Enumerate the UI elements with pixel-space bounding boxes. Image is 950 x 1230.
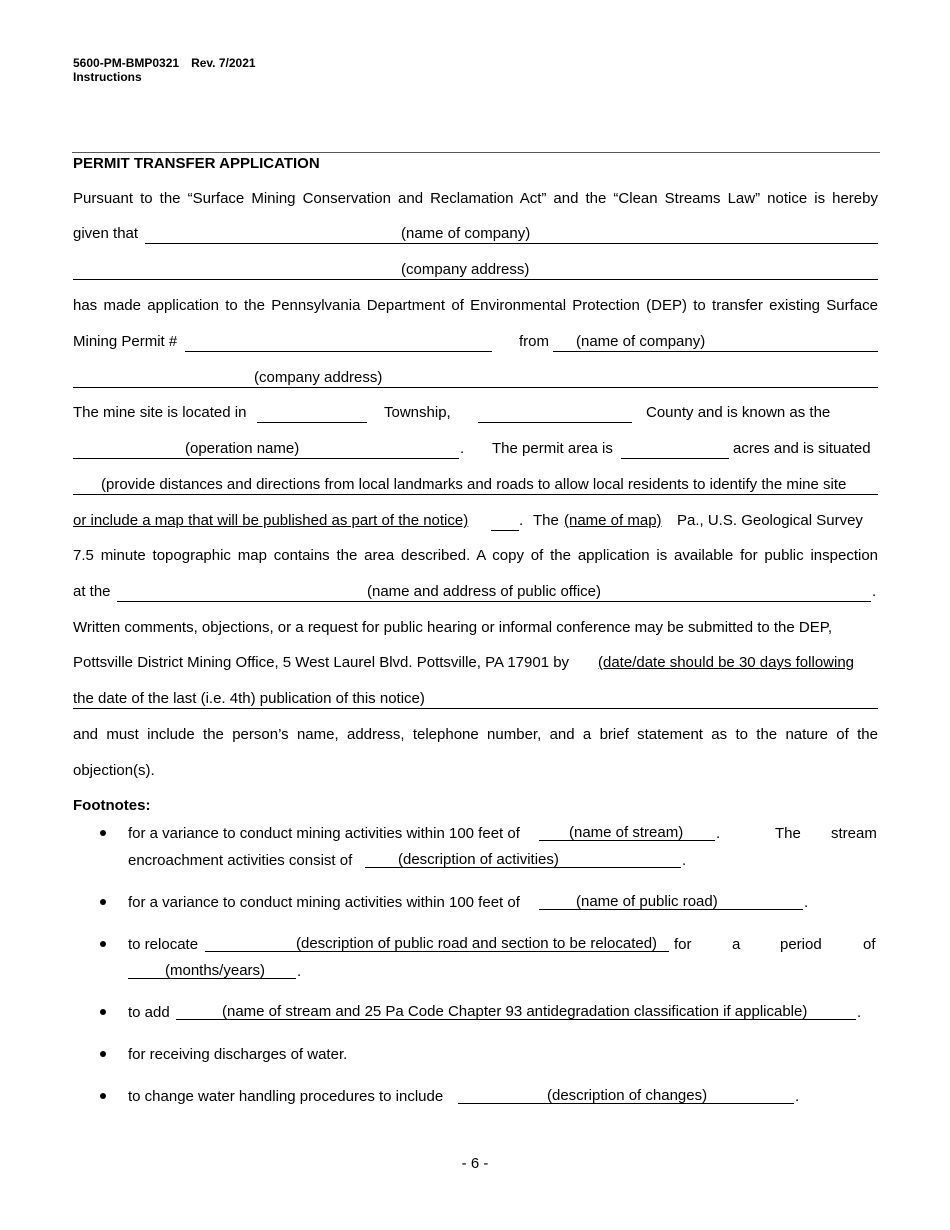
body-line-8: (operation name) . The permit area is acres and is situated: [73, 438, 878, 460]
body-line-10: or include a map that will be published as part of the notice) . The (name of map) Pa., U.S. Geological Survey: [73, 510, 878, 532]
form-id: 5600-PM-BMP0321: [73, 56, 180, 70]
body-line-14: Pottsville District Mining Office, 5 West Laurel Blvd. Pottsville, PA 17901 by (date/date should be 30 days following: [73, 652, 878, 674]
bullet-icon: [100, 1009, 108, 1017]
body-line-13: Written comments, objections, or a request for public hearing or informal conference may be submitted to the DEP,: [73, 619, 832, 636]
public-office-field[interactable]: (name and address of public office): [117, 581, 871, 602]
map-name-field[interactable]: (name of map): [564, 512, 662, 529]
county-field[interactable]: [478, 402, 632, 423]
body-line-12: at the (name and address of public office) .: [73, 583, 877, 600]
comment-deadline-field[interactable]: (date/date should be 30 days following: [598, 654, 855, 671]
from-company-address-field[interactable]: (company address): [73, 367, 878, 389]
township-field[interactable]: [257, 402, 367, 423]
relocation-description-field[interactable]: (description of public road and section to be relocated): [205, 933, 669, 952]
public-road-field[interactable]: (name of public road): [539, 891, 803, 910]
footnote-6: to change water handling procedures to include (description of changes) .: [128, 1087, 800, 1105]
body-line-5: Mining Permit # from (name of company): [73, 331, 878, 353]
from-company-field[interactable]: (name of company): [553, 331, 878, 352]
form-section: Instructions: [73, 70, 142, 84]
water-handling-field[interactable]: (description of changes): [458, 1085, 794, 1104]
body-line-1: Pursuant to the “Surface Mining Conservation and Reclamation Act” and the “Clean Streams Law” notice is hereby: [73, 190, 878, 207]
bullet-icon: [100, 1093, 108, 1101]
bullet-icon: [100, 830, 108, 838]
permit-number-field[interactable]: [185, 331, 492, 352]
header-rule: [72, 152, 880, 153]
activities-description-field[interactable]: (description of activities): [365, 849, 681, 868]
footnote-2: for a variance to conduct mining activities within 100 feet of (name of public road) .: [128, 893, 809, 911]
acres-field[interactable]: [621, 438, 729, 459]
body-line-11: 7.5 minute topographic map contains the area described. A copy of the application is available for public inspection: [73, 547, 878, 564]
body-line-16: and must include the person’s name, address, telephone number, and a brief statement as to the nature of the: [73, 726, 878, 743]
footnotes-heading: Footnotes:: [73, 797, 151, 814]
comment-deadline-field-cont[interactable]: the date of the last (i.e. 4th) publication of this notice): [73, 688, 878, 710]
location-directions-field[interactable]: (provide distances and directions from local landmarks and roads to allow local residents to identify the mine site: [73, 474, 878, 496]
footnote-5: for receiving discharges of water.: [128, 1046, 348, 1063]
company-name-field[interactable]: (name of company): [145, 223, 878, 244]
footnote-4: to add (name of stream and 25 Pa Code Chapter 93 antidegradation classification if applicable) .: [128, 1003, 862, 1021]
bullet-icon: [100, 1051, 108, 1059]
operation-name-field[interactable]: (operation name): [73, 438, 459, 459]
page-title: PERMIT TRANSFER APPLICATION: [73, 155, 320, 172]
stream-classification-field[interactable]: (name of stream and 25 Pa Code Chapter 93 antidegradation classification if applicable): [176, 1001, 856, 1020]
company-address-field[interactable]: (company address): [73, 259, 878, 281]
body-line-2: given that (name of company): [73, 223, 878, 245]
period-field[interactable]: (months/years): [128, 960, 296, 979]
form-header: [73, 56, 256, 84]
footnote-3: to relocate (description of public road and section to be relocated) for a period of (months/years) .: [128, 935, 876, 980]
stream-name-field[interactable]: (name of stream): [539, 822, 715, 841]
bullet-icon: [100, 941, 108, 949]
page-number: - 6 -: [461, 1155, 489, 1172]
form-revision: Rev. 7/2021: [191, 56, 256, 70]
map-option-text: or include a map that will be published as part of the notice): [73, 512, 469, 529]
body-line-17: objection(s).: [73, 762, 155, 779]
body-line-7: The mine site is located in Township, County and is known as the: [73, 404, 831, 421]
body-line-4: has made application to the Pennsylvania Department of Environmental Protection (DEP) to transfer existing Surface: [73, 297, 878, 314]
footnote-1: for a variance to conduct mining activities within 100 feet of (name of stream) . The stream encroachment activities consist of (description of activities) .: [128, 824, 877, 869]
bullet-icon: [100, 899, 108, 907]
